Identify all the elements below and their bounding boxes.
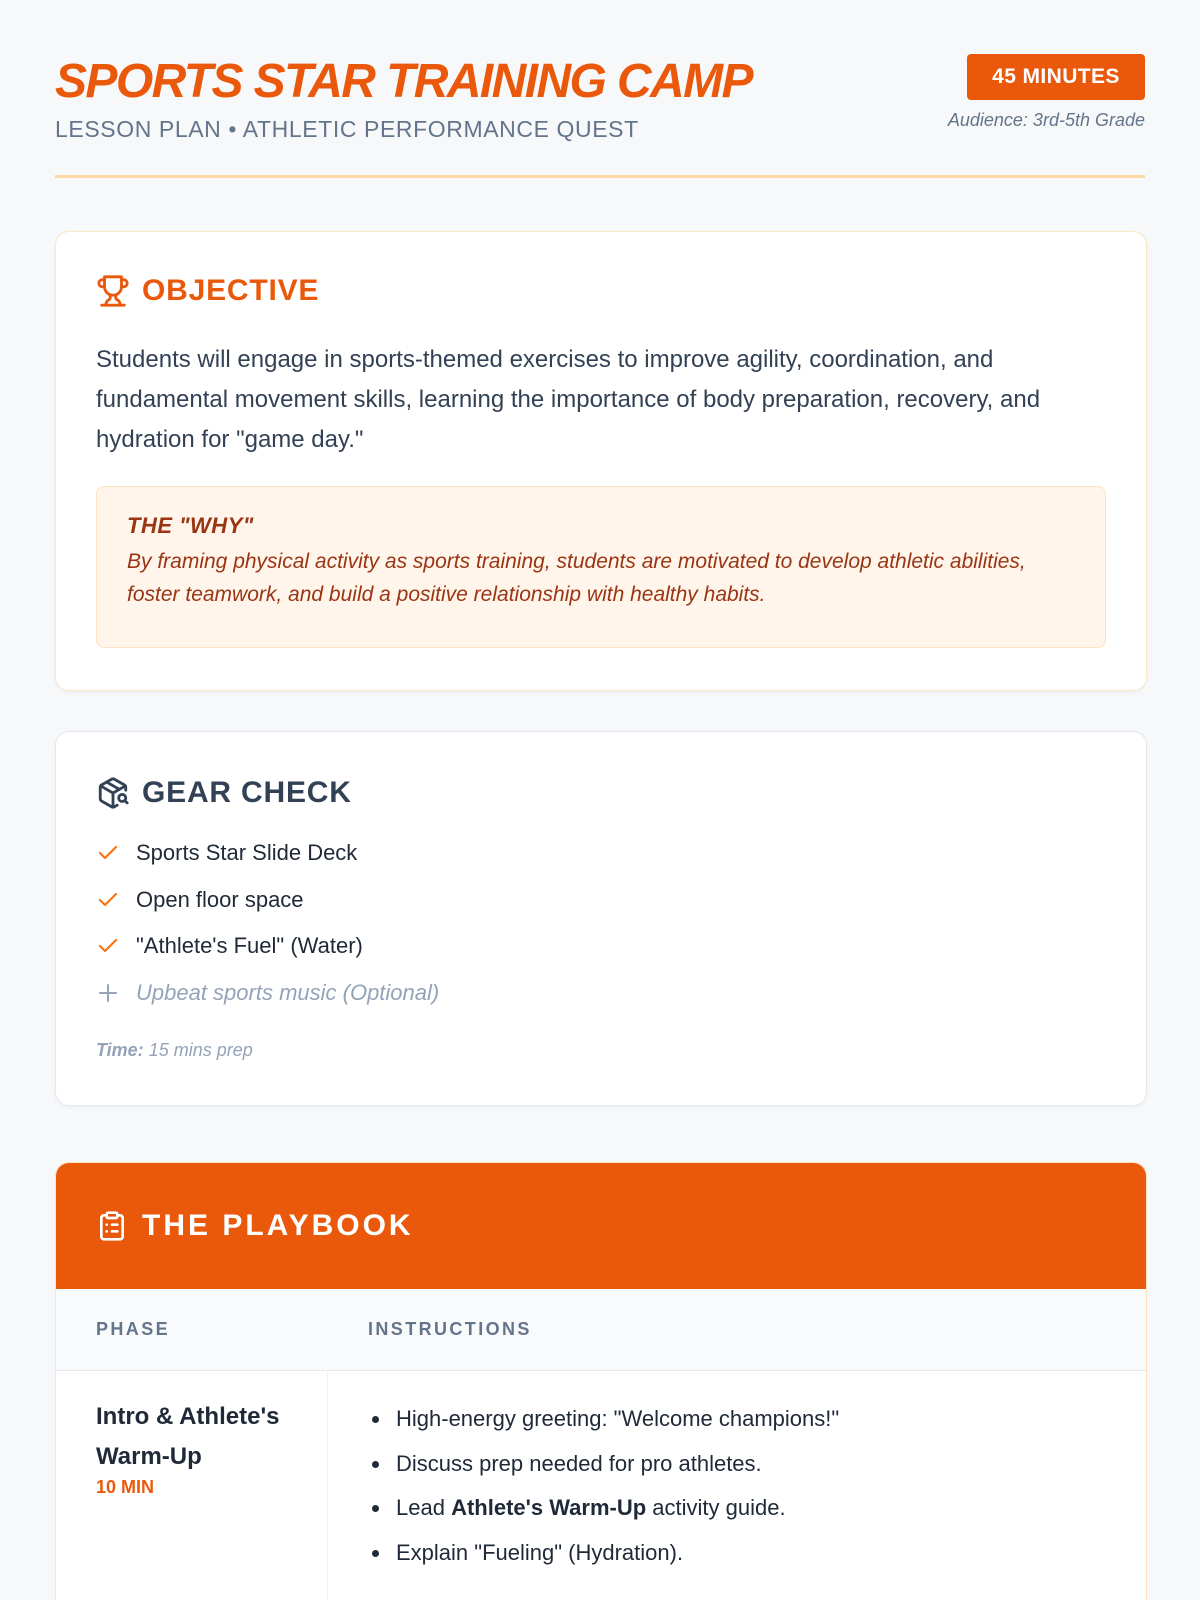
phase-time: 10 MIN: [96, 1477, 155, 1497]
playbook-header: [56, 1163, 1146, 1289]
instructions-cell: [328, 1371, 839, 1600]
check-icon: [96, 888, 136, 912]
instruction-item: Lead Athlete's Warm-Up activity guide.: [368, 1486, 839, 1531]
column-header-instructions: INSTRUCTIONS: [368, 1319, 532, 1339]
gear-list: [96, 830, 439, 1016]
instructions-list: [368, 1397, 839, 1575]
gear-item-label: Open floor space: [136, 886, 304, 912]
why-text: By framing physical activity as sports training, students are motivated to develop athletic abilities, foster teamwork, and build a positive relationship with healthy habits.: [127, 550, 1026, 606]
gear-item: [96, 923, 439, 970]
playbook-section: [55, 1162, 1147, 1600]
instruction-item: Discuss prep needed for pro athletes.: [368, 1442, 839, 1487]
package-search-icon: [96, 776, 130, 810]
gear-item-label: "Athlete's Fuel" (Water): [136, 933, 363, 959]
gear-item: [96, 830, 439, 877]
audience-label: Audience: 3rd-5th Grade: [947, 110, 1145, 130]
clipboard-list-icon: [96, 1210, 128, 1242]
playbook-table-header: [56, 1289, 1146, 1371]
gear-item: [96, 877, 439, 924]
duration-badge: 45 MINUTES: [967, 54, 1145, 100]
gear-item-label: Upbeat sports music (Optional): [136, 979, 440, 1005]
objective-text: Students will engage in sports-themed exercises to improve agility, coordination, and fundamental movement skills, learning the importance of body preparation, recovery, and hydration for "game day.": [96, 346, 1041, 453]
why-title: THE "WHY": [127, 513, 254, 538]
gear-item-label: Sports Star Slide Deck: [136, 840, 358, 866]
phase-name: Intro & Athlete's Warm-Up: [96, 1403, 280, 1470]
trophy-icon: [96, 274, 130, 308]
page-title: SPORTS STAR TRAINING CAMP: [55, 55, 752, 108]
objective-heading: [96, 274, 319, 308]
phase-cell: [56, 1371, 328, 1600]
plus-icon: [96, 981, 136, 1005]
gear-item-optional: [96, 970, 439, 1017]
prep-time-value: 15 mins prep: [148, 1040, 253, 1060]
gear-check-heading: [96, 776, 352, 810]
check-icon: [96, 841, 136, 865]
instruction-item: High-energy greeting: "Welcome champions!": [368, 1397, 839, 1442]
prep-time: [96, 1040, 253, 1061]
check-icon: [96, 934, 136, 958]
page-header: [55, 0, 1145, 178]
instruction-item: Explain "Fueling" (Hydration).: [368, 1531, 839, 1576]
objective-heading-text: OBJECTIVE: [142, 274, 320, 307]
table-row: [56, 1371, 1146, 1600]
prep-time-label: Time:: [96, 1040, 144, 1060]
gear-check-card: [55, 731, 1147, 1106]
objective-card: [55, 231, 1147, 691]
page-subtitle: LESSON PLAN • ATHLETIC PERFORMANCE QUEST: [55, 116, 639, 142]
why-callout: [96, 486, 1106, 648]
gear-check-heading-text: GEAR CHECK: [142, 776, 352, 809]
playbook-title: THE PLAYBOOK: [142, 1209, 414, 1242]
column-header-phase: PHASE: [96, 1319, 171, 1339]
